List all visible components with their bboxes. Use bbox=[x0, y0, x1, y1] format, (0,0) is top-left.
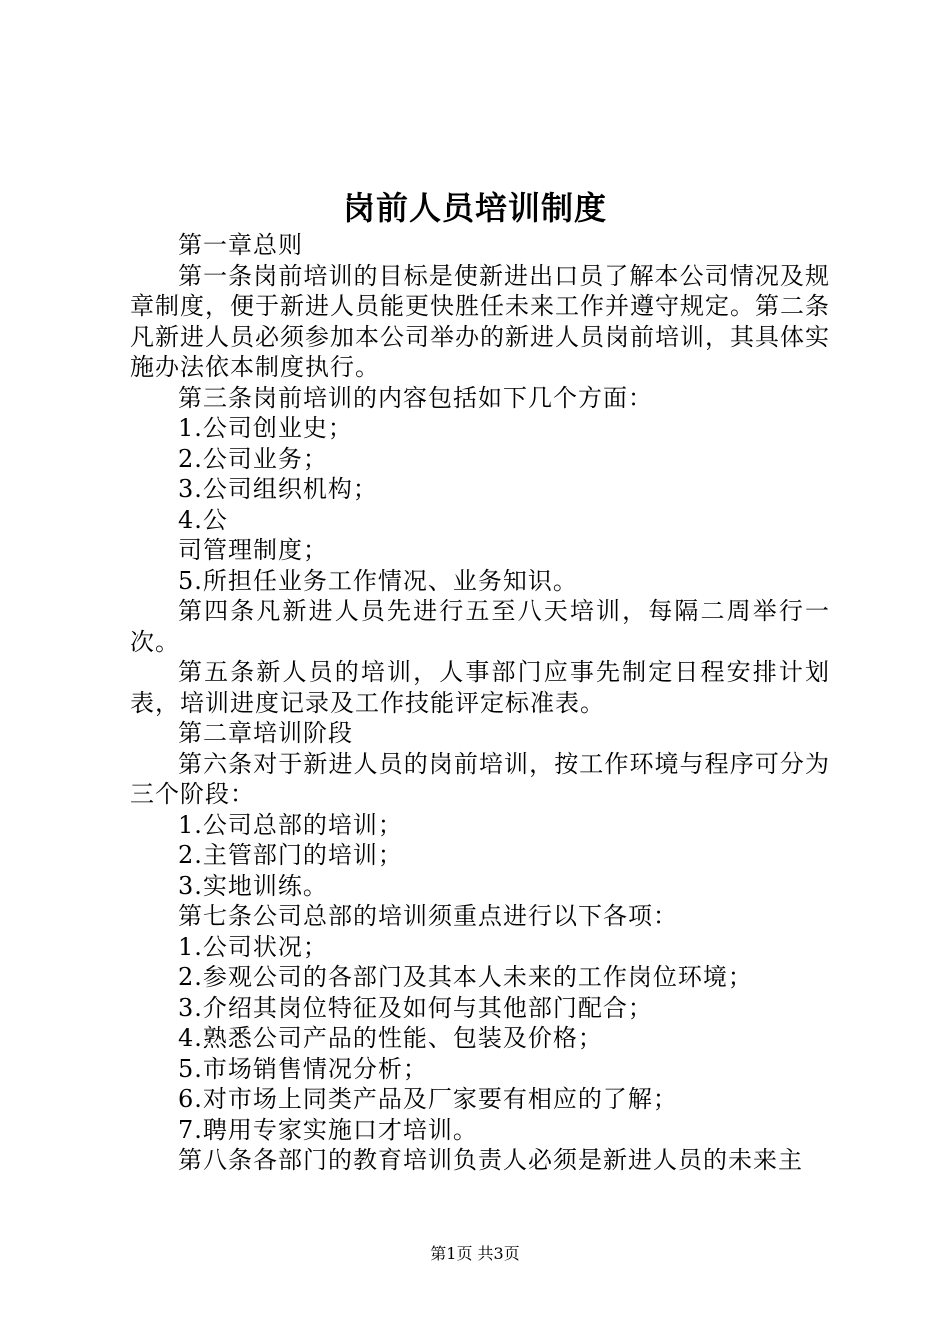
document-title: 岗前人员培训制度 bbox=[342, 189, 607, 227]
list-item: 5.所担任业务工作情况、业务知识。 bbox=[178, 566, 578, 595]
list-item: 3.介绍其岗位特征及如何与其他部门配合； bbox=[178, 993, 653, 1022]
chapter-heading: 第二章培训阶段 bbox=[178, 719, 353, 747]
list-item: 3.实地训练。 bbox=[178, 871, 328, 900]
article-paragraph: 第三条岗前培训的内容包括如下几个方面： bbox=[178, 383, 653, 412]
article-paragraph: 第四条凡新进人员先进行五至八天培训，每隔二周举行一次。 bbox=[130, 597, 830, 656]
list-item: 2.参观公司的各部门及其本人未来的工作岗位环境； bbox=[178, 963, 753, 991]
article-paragraph: 第八条各部门的教育培训负责人必须是新进人员的未来主 bbox=[178, 1146, 803, 1174]
list-item: 4.熟悉公司产品的性能、包装及价格； bbox=[178, 1024, 603, 1052]
document-body bbox=[130, 230, 830, 1176]
list-item: 2.主管部门的培训； bbox=[178, 841, 403, 869]
list-item: 7.聘用专家实施口才培训。 bbox=[178, 1115, 478, 1144]
list-item: 3.公司组织机构； bbox=[178, 475, 378, 503]
list-item: 6.对市场上同类产品及厂家要有相应的了解； bbox=[178, 1085, 678, 1113]
article-paragraph: 第七条公司总部的培训须重点进行以下各项： bbox=[178, 902, 678, 930]
list-item: 1.公司创业史； bbox=[178, 414, 353, 442]
list-item: 4.公 bbox=[178, 505, 228, 534]
article-paragraph: 第六条对于新进人员的岗前培训，按工作环境与程序可分为三个阶段： bbox=[130, 749, 830, 808]
list-item: 2.公司业务； bbox=[178, 444, 328, 473]
article-paragraph: 第一条岗前培训的目标是使新进出口员了解本公司情况及规章制度，便于新进人员能更快胜任未来工作并遵守规定。第二条凡新进人员必须参加本公司举办的新进人员岗前培训，其具体实施办法依本制度执行。 bbox=[130, 261, 830, 381]
chapter-heading: 第一章总则 bbox=[178, 231, 303, 259]
list-item: 5.市场销售情况分析； bbox=[178, 1054, 428, 1083]
page-footer: 第1页 共3页 bbox=[430, 1244, 520, 1263]
list-item: 1.公司总部的培训； bbox=[178, 810, 403, 839]
list-item: 1.公司状况； bbox=[178, 932, 328, 961]
article-paragraph: 第五条新人员的培训，人事部门应事先制定日程安排计划表，培训进度记录及工作技能评定标准表。 bbox=[130, 658, 830, 717]
list-item-continuation: 司管理制度； bbox=[178, 536, 328, 564]
